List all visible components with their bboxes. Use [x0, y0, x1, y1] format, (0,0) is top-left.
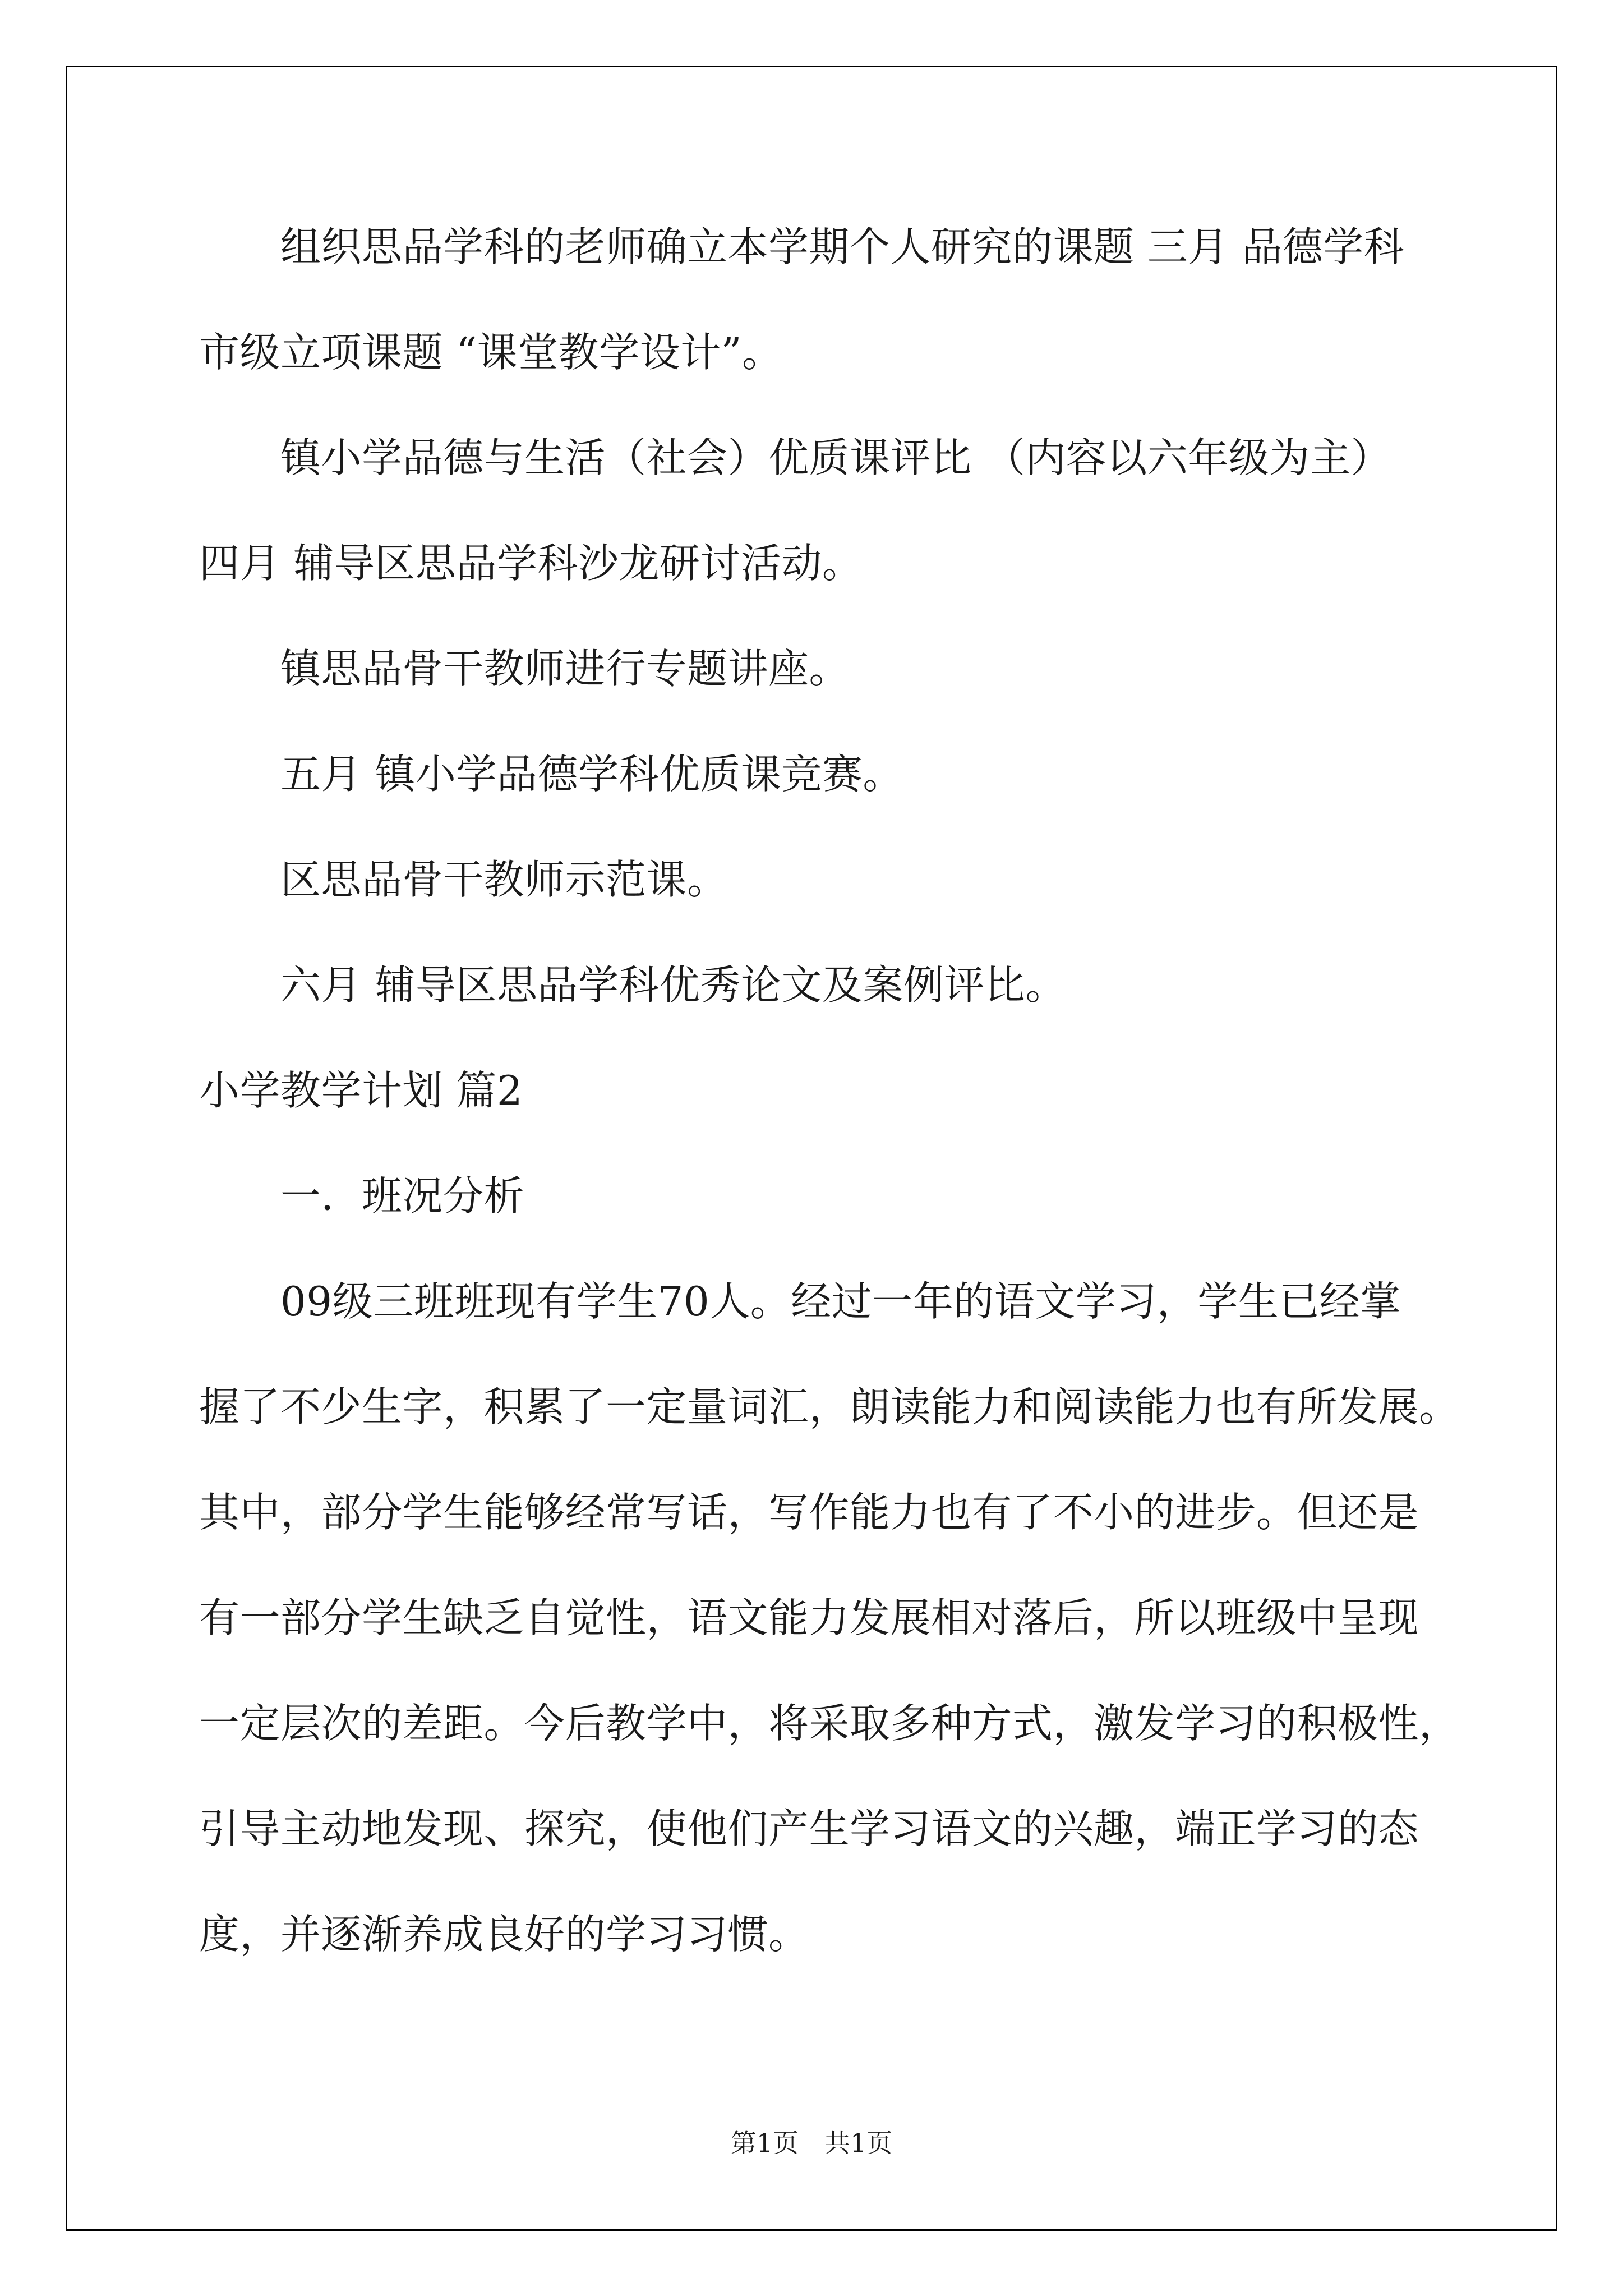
- text-line: 其中，部分学生能够经常写话，写作能力也有了不小的进步。但还是: [199, 1489, 1419, 1536]
- text-line: 有一部分学生缺乏自觉性，语文能力发展相对落后，所以班级中呈现: [199, 1594, 1419, 1641]
- text-line: 五月 镇小学品德学科优质课竞赛。: [280, 751, 903, 798]
- text-line: 09级三班班现有学生70人。经过一年的语文学习，学生已经掌: [280, 1278, 1401, 1325]
- text-line: 引导主动地发现、探究，使他们产生学习语文的兴趣，端正学习的态: [199, 1805, 1419, 1852]
- page-number-footer: 第1页 共1页: [730, 2128, 893, 2158]
- text-line: 四月 辅导区思品学科沙龙研讨活动。: [199, 540, 863, 587]
- text-line: 区思品骨干教师示范课。: [280, 856, 728, 903]
- text-line: 镇小学品德与生活（社会）优质课评比 （内容以六年级为主）: [280, 434, 1391, 481]
- subsection-heading: 一．班况分析: [280, 1172, 525, 1220]
- text-line: 市级立项课题 “课堂教学设计”。: [199, 329, 783, 376]
- text-line: 度，并逐渐养成良好的学习习惯。: [199, 1911, 809, 1958]
- text-line: 组织思品学科的老师确立本学期个人研究的课题 三月 品德学科: [280, 223, 1405, 270]
- text-line: 握了不少生字，积累了一定量词汇，朗读能力和阅读能力也有所发展。: [199, 1383, 1460, 1430]
- section-heading: 小学教学计划 篇2: [199, 1067, 523, 1114]
- text-line: 六月 辅导区思品学科优秀论文及案例评比。: [280, 961, 1066, 1009]
- text-line: 镇思品骨干教师进行专题讲座。: [280, 645, 850, 692]
- document-body: [199, 222, 1460, 2014]
- text-line: 一定层次的差距。今后教学中，将采取多种方式，激发学习的积极性，: [199, 1700, 1460, 1747]
